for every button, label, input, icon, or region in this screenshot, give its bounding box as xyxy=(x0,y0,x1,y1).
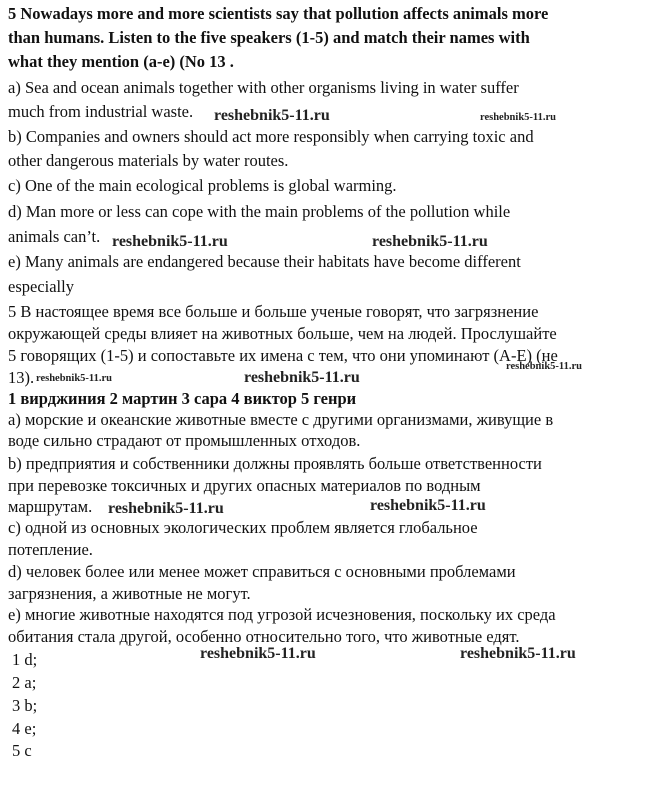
russian-option-b-line-2: при перевозке токсичных и других опасных материалов по водным xyxy=(8,476,481,495)
english-option-e-line-2: especially xyxy=(8,277,74,296)
english-option-b-line-1: b) Companies and owners should act more responsibly when carrying toxic and xyxy=(8,127,534,146)
watermark: reshebnik5-11.ru xyxy=(244,369,360,386)
russian-option-d-line-1: d) человек более или менее может справиться с основными проблемами xyxy=(8,562,516,581)
answer-3: 3 b; xyxy=(12,696,38,715)
watermark: reshebnik5-11.ru xyxy=(108,500,224,517)
watermark: reshebnik5-11.ru xyxy=(200,645,316,662)
answer-2: 2 a; xyxy=(12,673,37,692)
watermark: reshebnik5-11.ru xyxy=(480,112,556,123)
english-option-a-line-1: a) Sea and ocean animals together with other organisms living in water suffer xyxy=(8,78,519,97)
english-option-c: c) One of the main ecological problems is global warming. xyxy=(8,176,397,195)
russian-task-line-1: 5 В настоящее время все больше и больше ученые говорят, что загрязнение xyxy=(8,302,539,321)
watermark: reshebnik5-11.ru xyxy=(36,373,112,384)
russian-task-line-4: 13). xyxy=(8,368,35,387)
russian-task-line-2: окружающей среды влияет на животных больше, чем на людей. Прослушайте xyxy=(8,324,557,343)
task-title-line-1: 5 Nowadays more and more scientists say that pollution affects animals more xyxy=(8,4,549,23)
russian-option-b-line-3: маршрутам. xyxy=(8,497,93,516)
answer-1: 1 d; xyxy=(12,650,38,669)
watermark: reshebnik5-11.ru xyxy=(112,233,228,250)
speaker-names: 1 вирджиния 2 мартин 3 сара 4 виктор 5 генри xyxy=(8,389,357,408)
english-option-a-line-2: much from industrial waste. xyxy=(8,102,194,121)
russian-option-e-line-1: e) многие животные находятся под угрозой исчезновения, поскольку их среда xyxy=(8,605,556,624)
task-title-line-2: than humans. Listen to the five speakers (1-5) and match their names with xyxy=(8,28,530,47)
watermark: reshebnik5-11.ru xyxy=(460,645,576,662)
english-option-d-line-2: animals can’t. xyxy=(8,227,101,246)
watermark: reshebnik5-11.ru xyxy=(372,233,488,250)
russian-option-a-line-1: a) морские и океанские животные вместе с другими организмами, живущие в xyxy=(8,410,554,429)
russian-option-a-line-2: воде сильно страдают от промышленных отходов. xyxy=(8,431,361,450)
answer-4: 4 e; xyxy=(12,719,37,738)
russian-option-d-line-2: загрязнения, а животные не могут. xyxy=(8,584,251,603)
russian-option-e-line-2: обитания стала другой, особенно относительно того, что животные едят. xyxy=(8,627,520,646)
russian-option-b-line-1: b) предприятия и собственники должны проявлять больше ответственности xyxy=(8,454,542,473)
english-option-b-line-2: other dangerous materials by water routes. xyxy=(8,151,289,170)
answer-5: 5 c xyxy=(12,741,32,760)
watermark: reshebnik5-11.ru xyxy=(370,497,486,514)
watermark: reshebnik5-11.ru xyxy=(214,107,330,124)
english-option-e-line-1: e) Many animals are endangered because their habitats have become different xyxy=(8,252,521,271)
russian-option-c-line-1: c) одной из основных экологических проблем является глобальное xyxy=(8,518,478,537)
task-title-line-3: what they mention (a-e) (No 13 . xyxy=(8,52,234,71)
russian-option-c-line-2: потепление. xyxy=(8,540,93,559)
english-option-d-line-1: d) Man more or less can cope with the main problems of the pollution while xyxy=(8,202,511,221)
watermark: reshebnik5-11.ru xyxy=(506,361,582,372)
russian-task-line-3: 5 говорящих (1-5) и сопоставьте их имена с тем, что они упоминают (A-E) (не xyxy=(8,346,558,365)
